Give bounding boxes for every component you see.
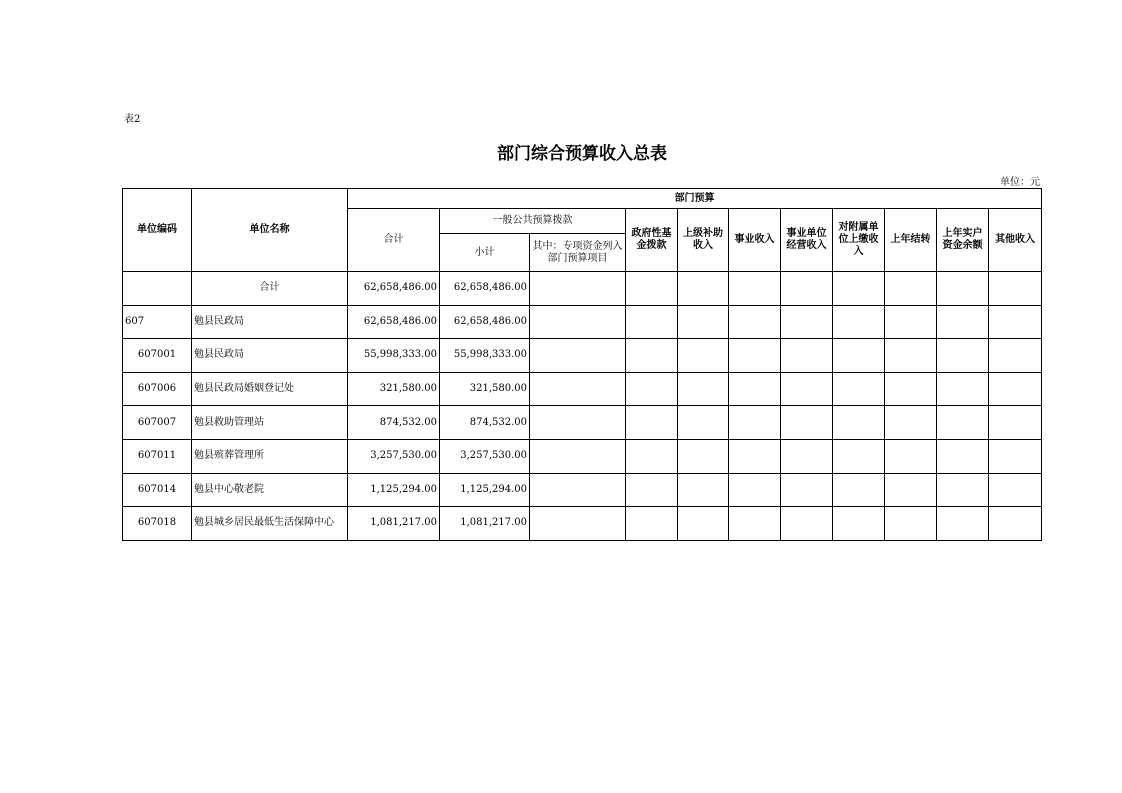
cell-empty — [530, 507, 626, 541]
cell-empty — [885, 372, 937, 406]
cell-total: 62,658,486.00 — [348, 305, 440, 339]
table-row — [123, 473, 1042, 507]
cell-empty — [937, 439, 989, 473]
cell-empty — [885, 507, 937, 541]
header-special-funds: 其中：专项资金列入部门预算项目 — [530, 234, 626, 272]
cell-empty — [989, 339, 1042, 373]
cell-empty — [678, 272, 729, 306]
cell-name: 勉县民政局 — [192, 339, 348, 373]
unit-label: 单位：元 — [1000, 177, 1040, 188]
cell-total: 321,580.00 — [348, 372, 440, 406]
cell-empty — [885, 339, 937, 373]
cell-code: 607014 — [123, 473, 192, 507]
cell-empty — [937, 473, 989, 507]
cell-empty — [781, 372, 833, 406]
header-business-income: 事业收入 — [729, 209, 781, 272]
cell-empty — [626, 439, 678, 473]
cell-empty — [530, 473, 626, 507]
header-prior-balance: 上年实户资金余额 — [937, 209, 989, 272]
cell-empty — [678, 507, 729, 541]
cell-empty — [678, 473, 729, 507]
header-other-income: 其他收入 — [989, 209, 1042, 272]
cell-empty — [626, 406, 678, 440]
cell-name: 勉县殡葬管理所 — [192, 439, 348, 473]
cell-empty — [885, 406, 937, 440]
cell-empty — [833, 272, 885, 306]
cell-total: 874,532.00 — [348, 406, 440, 440]
cell-empty — [937, 406, 989, 440]
cell-empty — [626, 473, 678, 507]
cell-empty — [781, 439, 833, 473]
cell-total: 1,125,294.00 — [348, 473, 440, 507]
cell-empty — [989, 305, 1042, 339]
cell-empty — [781, 473, 833, 507]
cell-code: 607006 — [123, 372, 192, 406]
cell-empty — [626, 507, 678, 541]
cell-empty — [729, 272, 781, 306]
cell-empty — [781, 339, 833, 373]
cell-code: 607 — [123, 305, 192, 339]
header-general-public: 一般公共预算拨款 — [440, 209, 626, 234]
cell-empty — [833, 507, 885, 541]
table-tag: 表2 — [124, 114, 141, 125]
header-name: 单位名称 — [192, 189, 348, 272]
cell-name: 合计 — [192, 272, 348, 306]
cell-total: 62,658,486.00 — [348, 272, 440, 306]
table-row — [123, 372, 1042, 406]
cell-empty — [781, 406, 833, 440]
header-total: 合计 — [348, 209, 440, 272]
cell-empty — [937, 305, 989, 339]
cell-empty — [989, 372, 1042, 406]
budget-table — [122, 188, 1042, 541]
page-title: 部门综合预算收入总表 — [497, 144, 667, 164]
cell-name: 勉县城乡居民最低生活保障中心 — [192, 507, 348, 541]
cell-total: 1,081,217.00 — [348, 507, 440, 541]
cell-empty — [833, 372, 885, 406]
cell-empty — [678, 305, 729, 339]
cell-empty — [729, 473, 781, 507]
cell-empty — [885, 305, 937, 339]
cell-empty — [833, 473, 885, 507]
cell-empty — [833, 439, 885, 473]
cell-name: 勉县中心敬老院 — [192, 473, 348, 507]
cell-subtotal: 62,658,486.00 — [440, 272, 530, 306]
cell-empty — [885, 439, 937, 473]
cell-subtotal: 1,125,294.00 — [440, 473, 530, 507]
cell-empty — [937, 372, 989, 406]
table-row — [123, 406, 1042, 440]
cell-subtotal: 1,081,217.00 — [440, 507, 530, 541]
cell-empty — [937, 272, 989, 306]
cell-empty — [530, 305, 626, 339]
cell-subtotal: 62,658,486.00 — [440, 305, 530, 339]
cell-empty — [626, 339, 678, 373]
cell-empty — [530, 272, 626, 306]
cell-empty — [833, 406, 885, 440]
cell-empty — [885, 473, 937, 507]
header-business-unit-income: 事业单位经营收入 — [781, 209, 833, 272]
header-gov-fund: 政府性基金拨款 — [626, 209, 678, 272]
cell-empty — [678, 372, 729, 406]
cell-empty — [781, 305, 833, 339]
cell-empty — [530, 372, 626, 406]
cell-empty — [989, 473, 1042, 507]
cell-empty — [626, 305, 678, 339]
table-row — [123, 272, 1042, 306]
cell-empty — [781, 507, 833, 541]
cell-subtotal: 3,257,530.00 — [440, 439, 530, 473]
cell-empty — [530, 406, 626, 440]
header-affiliated-income: 对附属单位上缴收入 — [833, 209, 885, 272]
cell-empty — [729, 439, 781, 473]
cell-code — [123, 272, 192, 306]
cell-name: 勉县民政局婚姻登记处 — [192, 372, 348, 406]
cell-empty — [885, 272, 937, 306]
cell-empty — [989, 507, 1042, 541]
table-row — [123, 339, 1042, 373]
cell-empty — [678, 339, 729, 373]
cell-code: 607007 — [123, 406, 192, 440]
cell-subtotal: 874,532.00 — [440, 406, 530, 440]
cell-empty — [989, 439, 1042, 473]
header-code: 单位编码 — [123, 189, 192, 272]
header-carryover: 上年结转 — [885, 209, 937, 272]
cell-empty — [530, 339, 626, 373]
cell-empty — [530, 439, 626, 473]
cell-empty — [729, 406, 781, 440]
cell-name: 勉县民政局 — [192, 305, 348, 339]
cell-empty — [729, 372, 781, 406]
table-row — [123, 305, 1042, 339]
cell-subtotal: 55,998,333.00 — [440, 339, 530, 373]
cell-name: 勉县救助管理站 — [192, 406, 348, 440]
cell-empty — [989, 406, 1042, 440]
cell-total: 3,257,530.00 — [348, 439, 440, 473]
cell-empty — [729, 305, 781, 339]
cell-code: 607001 — [123, 339, 192, 373]
cell-total: 55,998,333.00 — [348, 339, 440, 373]
cell-subtotal: 321,580.00 — [440, 372, 530, 406]
cell-empty — [678, 406, 729, 440]
header-upper-subsidy: 上级补助收入 — [678, 209, 729, 272]
cell-code: 607018 — [123, 507, 192, 541]
cell-empty — [729, 507, 781, 541]
cell-code: 607011 — [123, 439, 192, 473]
cell-empty — [833, 339, 885, 373]
cell-empty — [626, 272, 678, 306]
cell-empty — [833, 305, 885, 339]
table-row — [123, 439, 1042, 473]
cell-empty — [781, 272, 833, 306]
cell-empty — [678, 439, 729, 473]
cell-empty — [937, 339, 989, 373]
cell-empty — [989, 272, 1042, 306]
cell-empty — [937, 507, 989, 541]
cell-empty — [729, 339, 781, 373]
table-row — [123, 507, 1042, 541]
cell-empty — [626, 372, 678, 406]
header-dept-budget: 部门预算 — [348, 189, 1042, 209]
header-subtotal: 小计 — [440, 234, 530, 272]
